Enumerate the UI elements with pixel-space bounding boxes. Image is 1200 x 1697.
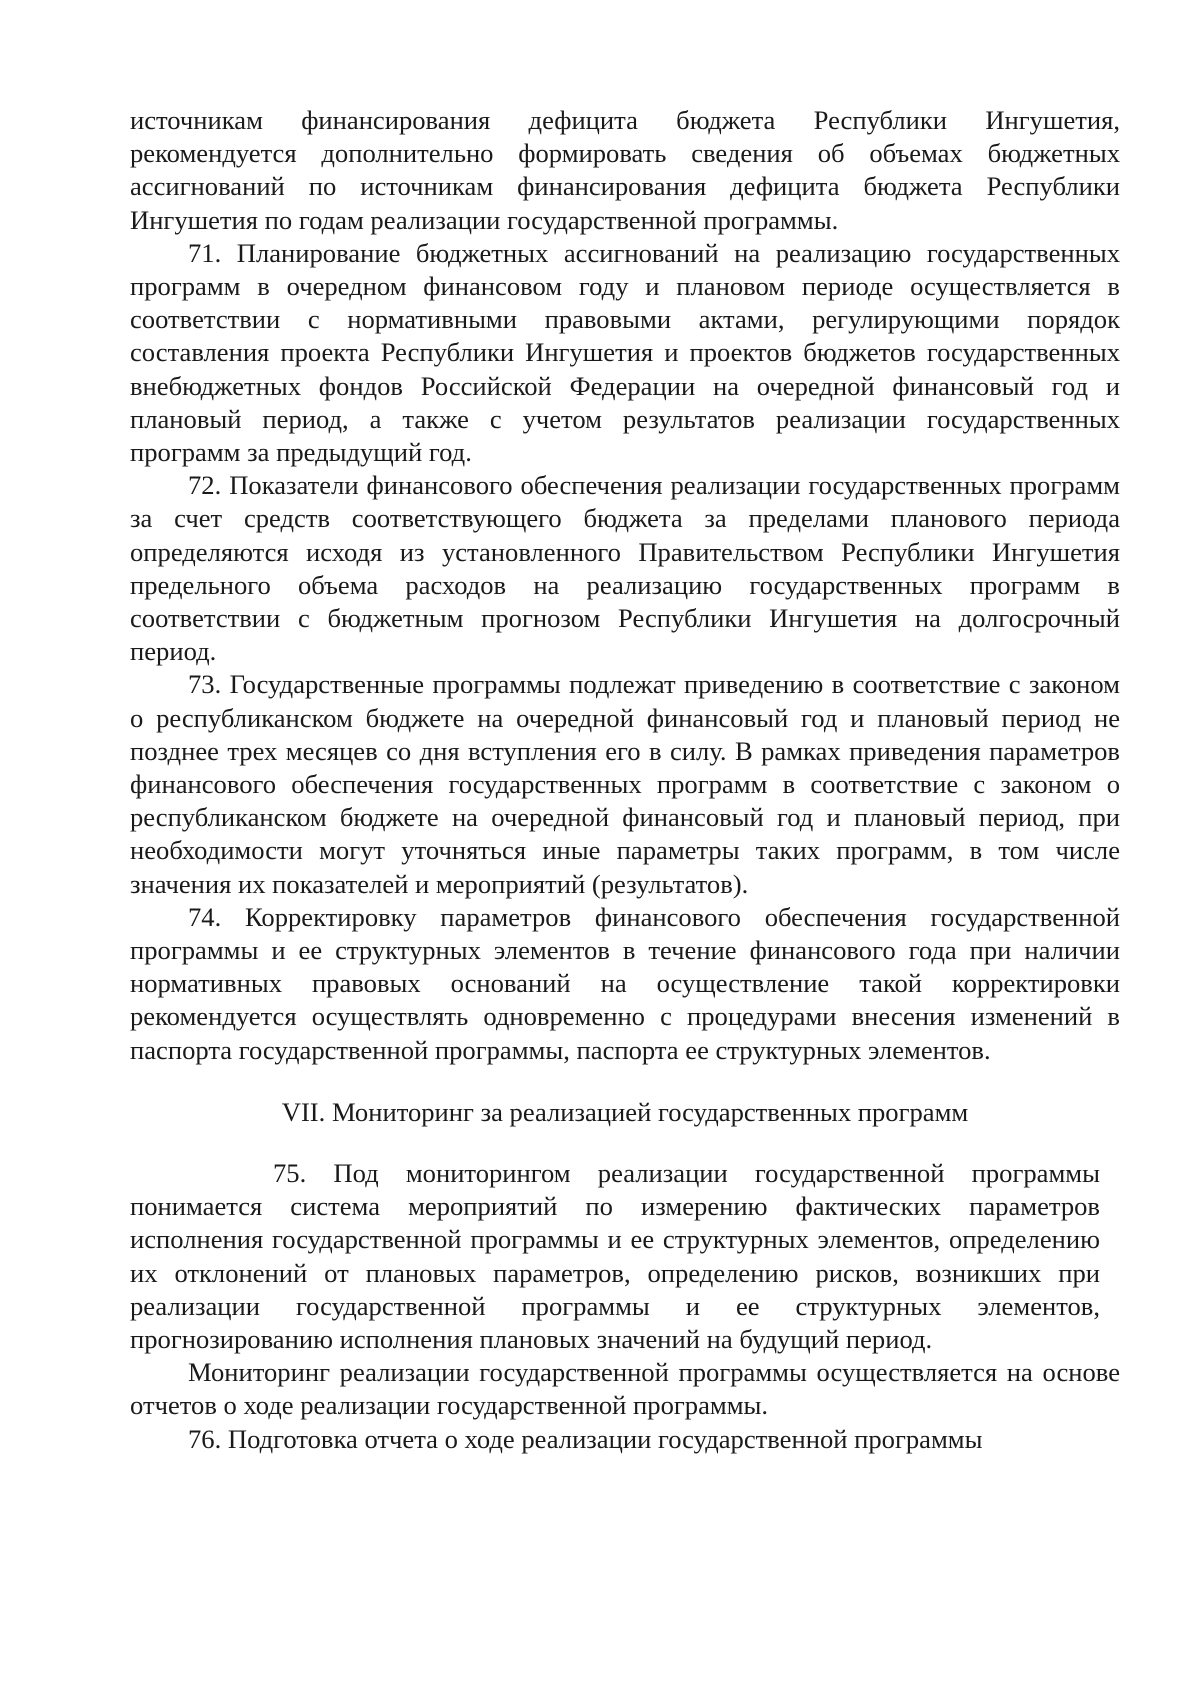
paragraph-72: 72. Показатели финансового обеспечения реализации государственных программ за счет средств соответствующего бюджета за пределами планового периода определяются исходя из установленного Правительством Республики Ингушетия предельного объема расходов на реализацию государственных программ в соответствии с бюджетным прогнозом Республики Ингушетия на долгосрочный период. — [130, 470, 1120, 667]
paragraph-74: 74. Корректировку параметров финансового обеспечения государственной программы и ее структурных элементов в течение финансового года при наличии нормативных правовых оснований на осуществление такой корректировки рекомендуется осуществлять одновременно с процедурами внесения изменений в паспорта государственной программы, паспорта ее структурных элементов. — [130, 901, 1120, 1065]
paragraph-76: 76. Подготовка отчета о ходе реализации государственной программы — [188, 1423, 983, 1454]
document-page — [130, 104, 1120, 1456]
paragraph-continuation: источникам финансирования дефицита бюджета Республики Ингушетия, рекомендуется дополнительно формировать сведения об объемах бюджетных ассигнований по источникам финансирования дефицита бюджета Республики Ингушетия по годам реализации государственной программы. — [130, 105, 1120, 235]
paragraph-73: 73. Государственные программы подлежат приведению в соответствие с законом о республиканском бюджете на очередной финансовый год и плановый период не позднее трех месяцев со дня вступления его в силу. В рамках приведения параметров финансового обеспечения государственных программ в соответствие с законом о республиканском бюджете на очередной финансовый год и плановый период, при необходимости могут уточняться иные параметры таких программ, в том числе значения их показателей и мероприятий (результатов). — [130, 669, 1120, 899]
paragraph-75-monitoring: Мониторинг реализации государственной программы осуществляется на основе отчетов о ходе реализации государственной программы. — [130, 1357, 1120, 1421]
paragraph-71: 71. Планирование бюджетных ассигнований на реализацию государственных программ в очередном финансовом году и плановом периоде осуществляется в соответствии с нормативными правовыми актами, регулирующими порядок составления проекта Республики Ингушетия и проектов бюджетов государственных внебюджетных фондов Российской Федерации на очередной финансовый год и плановый период, а также с учетом результатов реализации государственных программ за предыдущий год. — [130, 237, 1120, 468]
section-title: VII. Мониторинг за реализацией государственных программ — [281, 1096, 969, 1127]
paragraph-75: 75. Под мониторингом реализации государственной программы понимается система мероприятий по измерению фактических параметров исполнения государственной программы и ее структурных элементов, определению их отклонений от плановых параметров, определению рисков, возникших при реализации государственной программы и ее структурных элементов, прогнозированию исполнения плановых значений на будущий период. — [130, 1157, 1100, 1354]
